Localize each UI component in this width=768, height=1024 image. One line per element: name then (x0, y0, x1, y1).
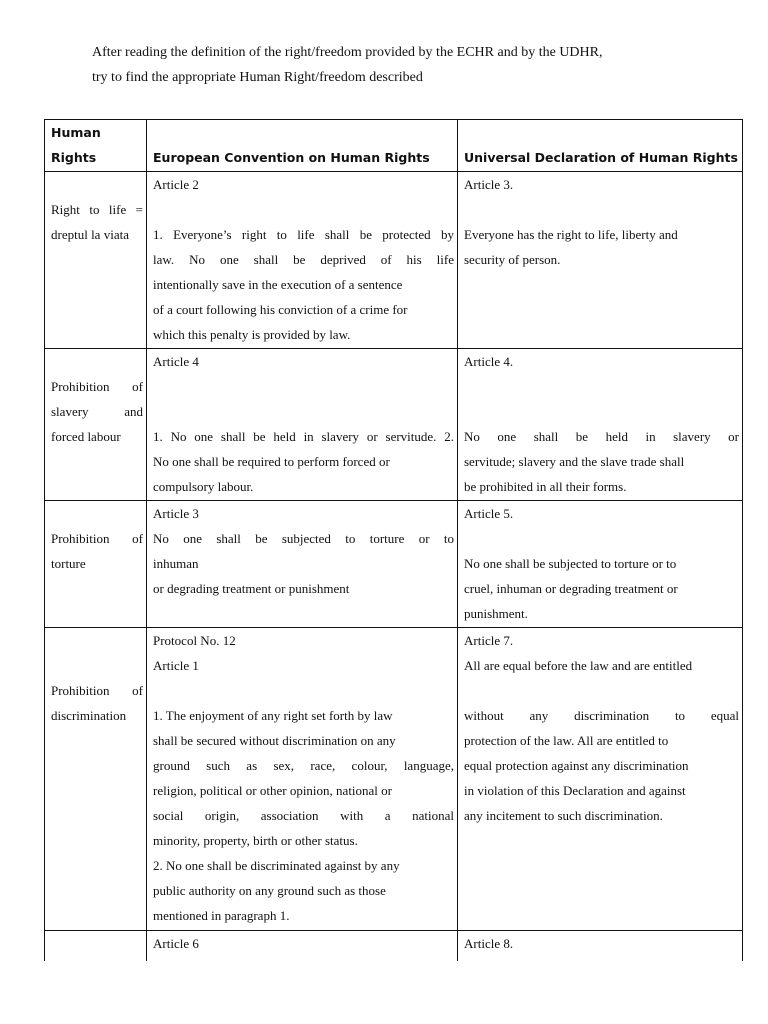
echr-text-line: shall be secured without discrimination on any (153, 733, 396, 748)
echr-cell (147, 349, 458, 501)
instruction-line-1: After reading the definition of the right/freedom provided by the ECHR and by the UDHR, (92, 45, 603, 60)
echr-text-line: compulsory labour. (153, 479, 254, 494)
udhr-article-label: Article 8. (464, 936, 514, 951)
echr-protocol-label: Protocol No. 12 (153, 633, 236, 648)
udhr-article-label: Article 7. (464, 633, 514, 648)
udhr-text-line: any incitement to such discrimination. (464, 808, 663, 823)
human-right-cell (45, 931, 147, 962)
table-row (45, 501, 743, 628)
echr-text-line: ground such as sex, race, colour, language, (153, 758, 454, 773)
echr-cell (147, 172, 458, 349)
header-human-rights-line-2: Rights (51, 150, 97, 165)
echr-text-line: social origin, association with a national (153, 808, 454, 823)
echr-text-line: 2. No one shall be discriminated against by any (153, 858, 400, 873)
udhr-text-line: equal protection against any discrimination (464, 758, 689, 773)
udhr-text-line: punishment. (464, 606, 528, 621)
human-right-text: forced labour (51, 429, 121, 444)
echr-cell (147, 931, 458, 962)
echr-text-line: religion, political or other opinion, national or (153, 783, 393, 798)
echr-article-label: Article 1 (153, 658, 199, 673)
udhr-text-line: protection of the law. All are entitled to (464, 733, 669, 748)
human-right-text: Prohibition of (51, 531, 143, 546)
udhr-cell (458, 172, 743, 349)
echr-text-line: 1. No one shall be held in slavery or servitude. 2. (153, 429, 454, 444)
human-right-text: Right to life = (51, 202, 143, 217)
human-right-cell (45, 172, 147, 349)
echr-cell (147, 628, 458, 931)
header-human-rights (45, 120, 147, 172)
human-right-text: Prohibition of (51, 379, 143, 394)
echr-article-label: Article 3 (153, 506, 199, 521)
udhr-cell (458, 628, 743, 931)
udhr-text-line: in violation of this Declaration and against (464, 783, 686, 798)
echr-text-line: inhuman (153, 556, 199, 571)
human-right-text: torture (51, 556, 86, 571)
human-right-text: discrimination (51, 708, 127, 723)
udhr-text-line: servitude; slavery and the slave trade shall (464, 454, 685, 469)
udhr-article-label: Article 3. (464, 177, 514, 192)
table-row (45, 628, 743, 931)
echr-article-label: Article 2 (153, 177, 199, 192)
udhr-text-line: No one shall be held in slavery or (464, 429, 739, 444)
instruction-line-2: try to find the appropriate Human Right/freedom described (92, 70, 423, 85)
echr-text-line: law. No one shall be deprived of his life (153, 252, 454, 267)
udhr-cell (458, 349, 743, 501)
echr-cell (147, 501, 458, 628)
echr-text-line: intentionally save in the execution of a sentence (153, 277, 403, 292)
udhr-cell (458, 931, 743, 962)
echr-text-line: public authority on any ground such as those (153, 883, 386, 898)
instructions (92, 40, 603, 90)
echr-text-line: of a court following his conviction of a crime for (153, 302, 408, 317)
header-udhr: Universal Declaration of Human Rights (458, 120, 743, 172)
table-row (45, 931, 743, 962)
human-right-text: slavery and (51, 404, 143, 419)
udhr-text-line: be prohibited in all their forms. (464, 479, 627, 494)
human-right-cell (45, 501, 147, 628)
echr-article-label: Article 6 (153, 936, 199, 951)
header-echr: European Convention on Human Rights (147, 120, 458, 172)
udhr-cell (458, 501, 743, 628)
human-right-cell (45, 349, 147, 501)
rights-comparison-table (44, 119, 743, 961)
echr-text-line: minority, property, birth or other status. (153, 833, 358, 848)
udhr-text-line: cruel, inhuman or degrading treatment or (464, 581, 678, 596)
udhr-text-line: Everyone has the right to life, liberty and (464, 227, 678, 242)
udhr-text-line: No one shall be subjected to torture or to (464, 556, 677, 571)
udhr-article-label: Article 5. (464, 506, 514, 521)
human-right-text: dreptul la viata (51, 227, 129, 242)
human-right-text: Prohibition of (51, 683, 143, 698)
echr-text-line: No one shall be required to perform forced or (153, 454, 390, 469)
human-right-cell (45, 628, 147, 931)
echr-text-line: No one shall be subjected to torture or to (153, 531, 454, 546)
udhr-text-line: security of person. (464, 252, 561, 267)
echr-text-line: or degrading treatment or punishment (153, 581, 350, 596)
udhr-article-label: Article 4. (464, 354, 514, 369)
header-human-rights-line-1: Human (51, 125, 101, 140)
udhr-text-line: All are equal before the law and are entitled (464, 658, 693, 673)
echr-text-line: 1. Everyone’s right to life shall be protected by (153, 227, 454, 242)
udhr-text-line: without any discrimination to equal (464, 708, 739, 723)
table-header-row (45, 120, 743, 172)
table-row (45, 349, 743, 501)
echr-article-label: Article 4 (153, 354, 199, 369)
echr-text-line: 1. The enjoyment of any right set forth by law (153, 708, 393, 723)
echr-text-line: which this penalty is provided by law. (153, 327, 351, 342)
table-row (45, 172, 743, 349)
echr-text-line: mentioned in paragraph 1. (153, 908, 290, 923)
